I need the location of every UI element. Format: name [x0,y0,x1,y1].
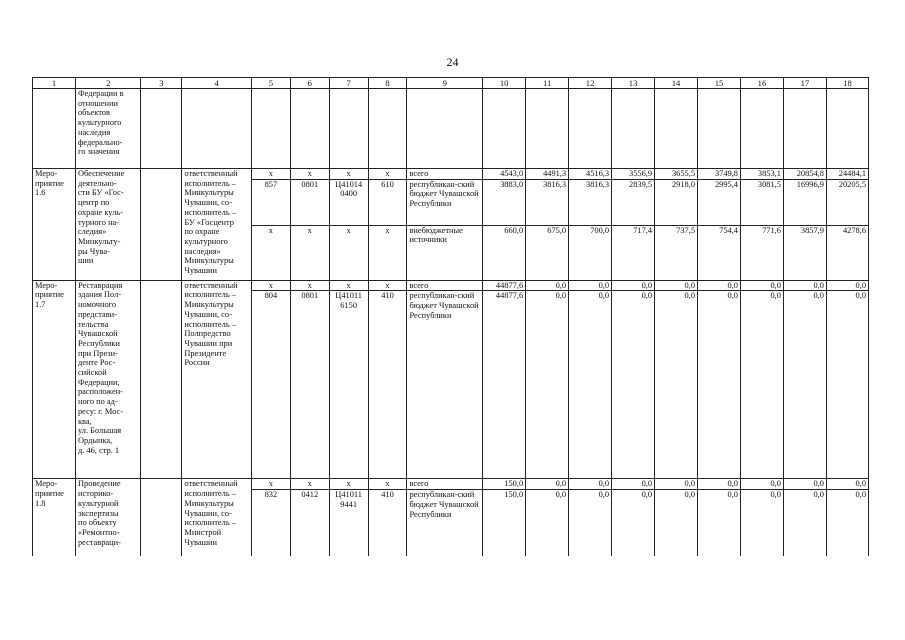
code-c7: x [329,479,368,490]
amount-value: 0,0 [569,291,612,479]
amount-value: 0,0 [826,479,868,490]
amount-value: 0,0 [740,490,783,556]
column-number: 3 [141,78,182,89]
amount-value: 0,0 [612,490,655,556]
text-line: исполнитель – [184,319,236,329]
amount-value: 0,0 [526,291,569,479]
column-number: 8 [368,78,407,89]
measure-name [75,169,140,281]
text-line: Чувашии при [184,338,233,348]
amount-value: 2995,4 [698,179,741,225]
text-line: следия» [77,227,107,237]
text-line: отношении [77,98,118,108]
amount-value: 3655,5 [655,169,698,180]
amount-value: 0,0 [783,479,826,490]
text-line: шии [77,256,94,266]
empty-cell [740,89,783,169]
amount-value: 0,0 [826,490,868,556]
text-line: деятельно- [77,178,117,188]
amount-value: 4543,0 [483,169,526,180]
code-c7: Ц41014 0400 [329,179,368,225]
amount-value: 3081,5 [740,179,783,225]
amount-value: 0,0 [526,490,569,556]
text-line: объектов [77,108,110,118]
amount-value: 0,0 [698,291,741,479]
column-number: 5 [251,78,290,89]
text-line: приятие [35,290,64,300]
amount-value: 3857,9 [783,225,826,280]
amount-value: 0,0 [740,280,783,291]
code-c8: x [368,225,407,280]
measure-id [33,479,76,556]
code-c8: x [368,479,407,490]
continuation-row [33,89,869,169]
funding-source: республикан-ский бюджет Чувашской Республики [407,179,483,225]
code-c6: x [290,280,329,291]
amount-value: 0,0 [612,479,655,490]
amount-value: 0,0 [826,291,868,479]
code-c5: x [251,169,290,180]
empty-cell [526,89,569,169]
text-line: охране куль- [77,207,123,217]
text-line: ква, [77,416,92,426]
funding-source: внебюджетные источники [407,225,483,280]
amount-value: 3883,0 [483,179,526,225]
code-c8: 610 [368,179,407,225]
column-number: 10 [483,78,526,89]
text-line: приятие [35,178,64,188]
empty-cell [655,89,698,169]
executors [182,479,252,556]
text-line: Чувашской [77,329,118,339]
text-line: Федерации в [77,89,124,98]
column-numbers-row [33,78,869,89]
text-line: исполнитель – [184,290,236,300]
amount-value: 675,0 [526,225,569,280]
text-line: Минкультуры [184,256,234,266]
amount-value: 0,0 [526,479,569,490]
column-number: 16 [740,78,783,89]
amount-value: 0,0 [740,291,783,479]
executors [182,280,252,479]
code-c5: x [251,479,290,490]
text-line: Меро- [35,169,58,178]
text-line: ресу: г. Мос- [77,406,124,416]
text-line: тельства [77,319,109,329]
amount-value: 44877,6 [483,291,526,479]
text-line: здания Пол- [77,290,122,300]
empty-cell [141,169,182,281]
code-c5: 857 [251,179,290,225]
text-line: расположен- [77,387,123,397]
text-line: Минстрой [184,527,222,537]
code-c5: x [251,225,290,280]
amount-value: 0,0 [569,280,612,291]
funding-source: республикан-ский бюджет Чувашской Республики [407,490,483,556]
empty-cell [182,89,252,169]
amount-value: 737,5 [655,225,698,280]
funding-source: республикан-ский бюджет Чувашской Республики [407,291,483,479]
text-line: историко- [77,489,114,499]
measure-name [75,280,140,479]
text-line: культурного [184,236,228,246]
text-line: ул. Большая [77,426,122,436]
amount-value: 3749,8 [698,169,741,180]
text-line: представи- [77,309,117,319]
text-line: го значения [77,147,120,157]
amount-value: 4516,3 [569,169,612,180]
amount-value: 0,0 [569,490,612,556]
column-number: 6 [290,78,329,89]
code-c5: 804 [251,291,290,479]
amount-value: 717,4 [612,225,655,280]
executors [182,169,252,281]
amount-value: 4491,3 [526,169,569,180]
text-line: 1.6 [35,188,46,198]
page-number: 24 [446,55,459,69]
code-c8: 410 [368,490,407,556]
empty-cell [329,89,368,169]
code-c6: 0412 [290,490,329,556]
text-line: Ордынка, [77,435,113,445]
text-line: культурного [77,118,122,128]
funding-source: всего [407,280,483,291]
empty-cell [141,280,182,479]
text-line: ного по ад- [77,397,118,407]
measure-row [33,479,869,490]
text-line: 1.8 [35,498,46,508]
column-number: 9 [407,78,483,89]
text-line: Меро- [35,280,58,290]
amount-value: 0,0 [698,280,741,291]
text-line: Минкульту- [77,236,121,246]
column-number: 2 [75,78,140,89]
text-line: федерально- [77,137,123,147]
text-line: Меро- [35,479,58,489]
text-line: Минкультуры [184,300,234,310]
text-line: Чувашии, со- [184,198,232,208]
amount-value: 3556,9 [612,169,655,180]
column-number: 13 [612,78,655,89]
empty-cell [141,479,182,556]
column-number: 4 [182,78,252,89]
amount-value: 150,0 [483,479,526,490]
amount-value: 0,0 [740,479,783,490]
measure-id [33,169,76,281]
amount-value: 0,0 [569,479,612,490]
amount-value: 4278,6 [826,225,868,280]
empty-cell [407,89,483,169]
code-c5: 832 [251,490,290,556]
empty-cell [612,89,655,169]
budget-table [32,77,869,556]
text-line: 1.7 [35,300,46,310]
code-c6: x [290,479,329,490]
amount-value: 700,0 [569,225,612,280]
amount-value: 2839,5 [612,179,655,225]
measure-row [33,169,869,180]
code-c7: x [329,225,368,280]
code-c7: Ц41011 9441 [329,490,368,556]
empty-cell [826,89,868,169]
amount-value: 20205,5 [826,179,868,225]
text-line: Обеспечение [77,169,125,178]
funding-source: всего [407,169,483,180]
text-line: при Прези- [77,348,118,358]
text-line: Чувашии [184,537,217,547]
amount-value: 24484,1 [826,169,868,180]
text-line: наследия [77,127,111,137]
amount-value: 3816,3 [526,179,569,225]
amount-value: 3816,3 [569,179,612,225]
code-c6: x [290,169,329,180]
text-line: ответственный [184,479,238,489]
column-number: 17 [783,78,826,89]
text-line: ответственный [184,169,238,178]
text-line: БУ «Госцентр [184,217,234,227]
column-number: 7 [329,78,368,89]
empty-cell [290,89,329,169]
text-line: номочного [77,300,117,310]
text-line: экспертизы [77,508,119,518]
text-line: сийской [77,368,107,378]
text-line: Полпредство [184,329,231,339]
text-line: исполнитель – [184,489,236,499]
text-line: центр по [77,198,110,208]
text-line: исполнитель – [184,178,236,188]
amount-value: 150,0 [483,490,526,556]
amount-value: 0,0 [655,490,698,556]
text-line: д. 46, стр. 1 [77,445,120,455]
amount-value: 44877,6 [483,280,526,291]
amount-value: 0,0 [698,490,741,556]
column-number: 18 [826,78,868,89]
amount-value: 0,0 [612,280,655,291]
code-c5: x [251,280,290,291]
text-line: ответственный [184,280,238,290]
amount-value: 3853,1 [740,169,783,180]
text-line: денте Рос- [77,358,116,368]
empty-cell [483,89,526,169]
amount-value: 0,0 [655,291,698,479]
text-line: турного на- [77,217,120,227]
empty-cell [569,89,612,169]
amount-value: 2918,0 [655,179,698,225]
code-c7: x [329,169,368,180]
measure-name [75,479,140,556]
text-line: Республики [77,338,120,348]
text-line: приятие [35,489,64,499]
text-line: по объекту [77,518,117,528]
column-number: 12 [569,78,612,89]
amount-value: 0,0 [655,280,698,291]
amount-value: 0,0 [698,479,741,490]
column-number: 1 [33,78,76,89]
text-line: по охране [184,227,220,237]
text-line: исполнитель – [184,518,236,528]
code-c8: x [368,280,407,291]
text-line: Проведение [77,479,121,489]
amount-value: 0,0 [783,280,826,291]
empty-cell [141,89,182,169]
amount-value: 0,0 [655,479,698,490]
text-line: наследия» [184,246,221,256]
code-c7: Ц41011 6150 [329,291,368,479]
amount-value: 0,0 [826,280,868,291]
empty-cell [698,89,741,169]
amount-value: 0,0 [612,291,655,479]
amount-value: 0,0 [783,291,826,479]
measure-id [33,280,76,479]
code-c7: x [329,280,368,291]
code-c6: 0801 [290,291,329,479]
text-line: Минкультуры [184,498,234,508]
amount-value: 660,0 [483,225,526,280]
text-line: сти БУ «Гос- [77,188,124,198]
text-line: Чувашии, со- [184,508,232,518]
amount-value: 754,4 [698,225,741,280]
text-line: ры Чува- [77,246,110,256]
continuation-name [75,89,140,169]
amount-value: 771,6 [740,225,783,280]
code-c6: 0801 [290,179,329,225]
amount-value: 0,0 [526,280,569,291]
text-line: культурной [77,498,119,508]
code-c8: 410 [368,291,407,479]
amount-value: 20854,8 [783,169,826,180]
column-number: 14 [655,78,698,89]
text-line: Федерации, [77,377,120,387]
empty-cell [783,89,826,169]
measure-row [33,280,869,291]
text-line: Президенте [184,348,227,358]
text-line: исполнитель – [184,207,236,217]
amount-value: 16996,9 [783,179,826,225]
text-line: России [184,358,210,368]
amount-value: 0,0 [783,490,826,556]
funding-source: всего [407,479,483,490]
text-line: Реставрация [77,280,123,290]
code-c8: x [368,169,407,180]
text-line: Минкультуры [184,188,234,198]
text-line: «Ремонтно- [77,527,120,537]
empty-cell [251,89,290,169]
text-line: Чувашии, со- [184,309,232,319]
column-number: 11 [526,78,569,89]
empty-cell [368,89,407,169]
code-c6: x [290,225,329,280]
text-line: реставраци- [77,537,121,547]
column-number: 15 [698,78,741,89]
empty-cell [33,89,76,169]
text-line: Чувашии [184,266,217,276]
